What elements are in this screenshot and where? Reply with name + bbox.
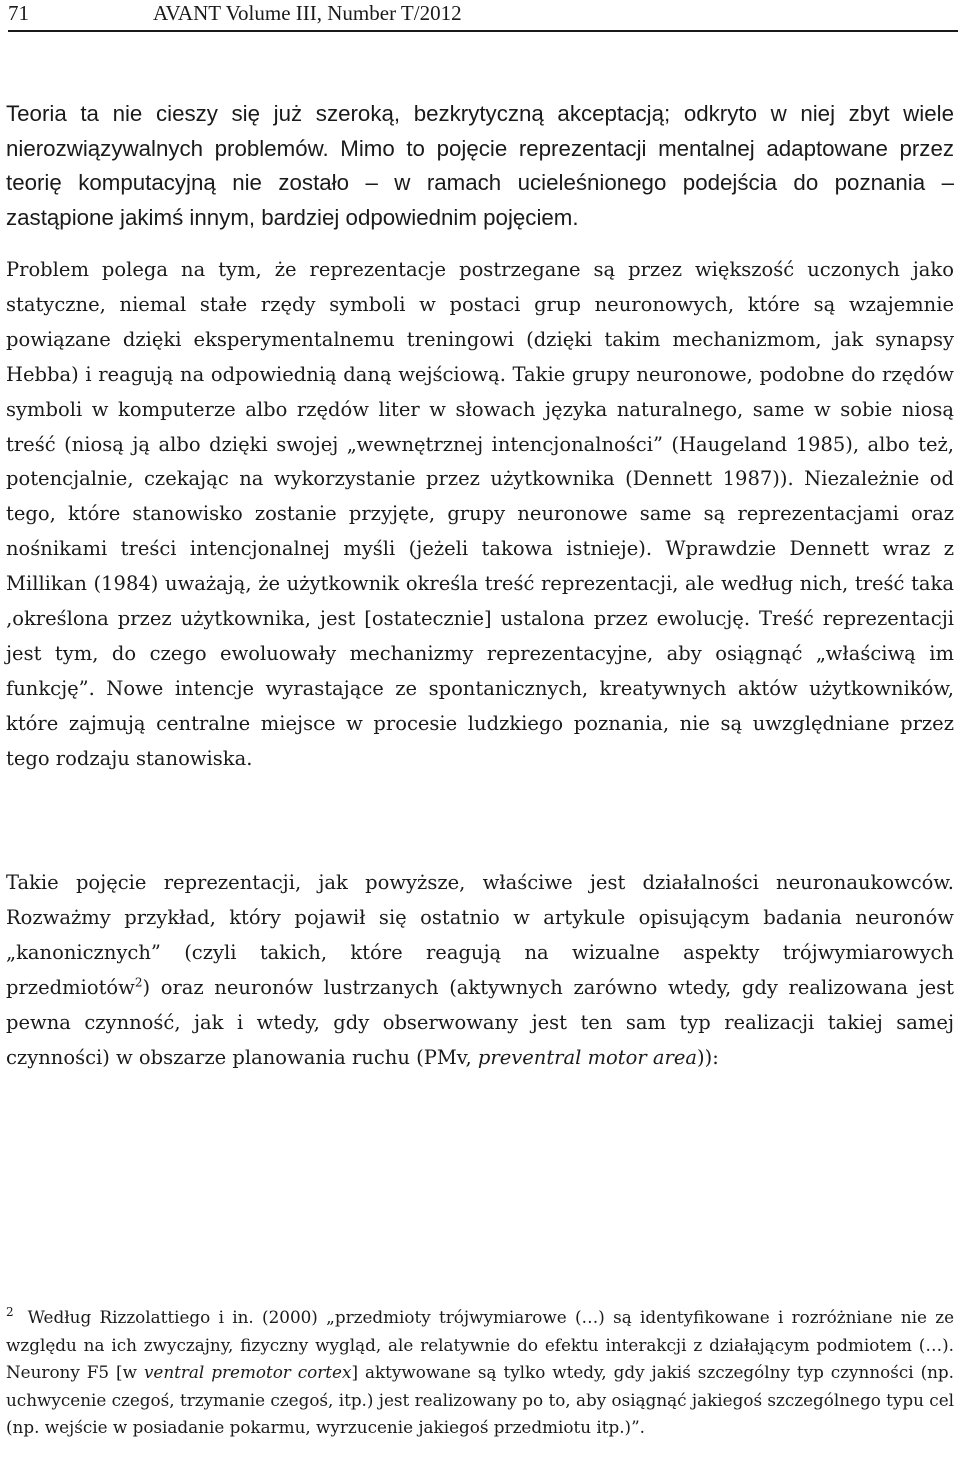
paragraph-3 xyxy=(6,866,954,1075)
paragraph-3-text-c: )): xyxy=(697,1045,719,1069)
paragraph-3-italic-term: preventral motor area xyxy=(477,1045,698,1069)
paragraph-3-text-a: Takie pojęcie reprezentacji, jak powyższe, właściwe jest działalności neuronaukowców. Rozważmy przykład, który pojawił się ostatnio w artykule opisującym badania neuronów „kanonicznych” (czyli takich, które reagują na wizualne aspekty trójwymiarowych przedmiotów xyxy=(6,871,954,999)
footnote xyxy=(6,1304,954,1442)
paragraph-1: Teoria ta nie cieszy się już szeroką, bezkrytyczną akceptacją; odkryto w niej zbyt wiele nierozwiązywalnych problemów. Mimo to pojęcie reprezentacji mentalnej adaptowane przez teorię komputacyjną nie zostało – w ramach ucieleśnionego podejścia do poznania – zastąpione jakimś innym, bardziej odpowiednim pojęciem. xyxy=(6,101,954,230)
footnote-italic-term: ventral premotor cortex xyxy=(143,1362,352,1382)
page-header xyxy=(8,0,958,32)
footnote-text-b: ] aktywowane są tylko wtedy, gdy jakiś szczególny typ czynności (np. uchwycenie czegoś, trzymanie czegoś, itp.) jest realizowany po to, aby osiągnąć jakiegoś szczególnego typu cel (np. wejście w posiadanie pokarmu, wyrzucenie jakiegoś przedmiotu itp.)”. xyxy=(6,1362,954,1437)
footnote-reference[interactable]: 2 xyxy=(134,975,143,990)
journal-title: AVANT Volume III, Number T/2012 xyxy=(153,1,462,25)
paragraph-3-text-b: ) oraz neuronów lustrzanych (aktywnych zarówno wtedy, gdy realizowana jest pewna czynność, jak i wtedy, gdy obserwowany jest ten sam typ realizacji takiej samej czynności) w obszarze planowania ruchu (PMv, xyxy=(6,975,954,1069)
footnote-number: 2 xyxy=(6,1305,14,1320)
page-number: 71 xyxy=(8,1,29,25)
footnote-text-a: Według Rizzolattiego i in. (2000) „przedmioty trójwymiarowe (…) są identyfikowane i rozróżniane nie ze względu na ich zwyczajny, fizyczny wygląd, ale relatywnie do efektu interakcji z działającym podmiotem (…). Neurony F5 [w xyxy=(6,1307,954,1382)
paragraph-2: Problem polega na tym, że reprezentacje postrzegane są przez większość uczonych jako statyczne, niemal stałe rzędy symboli w postaci grup neuronowych, które są wzajemnie powiązane dzięki eksperymentalnemu treningowi (dzięki takim mechanizmom, jak synapsy Hebba) i reagują na odpowiednią daną wejściową. Takie grupy neuronowe, podobne do rzędów symboli w komputerze albo rzędów liter w słowach języka naturalnego, same w sobie niosą treść (niosą ją albo dzięki swojej „wewnętrznej intencjonalności” (Haugeland 1985), albo też, potencjalnie, czekając na wykorzystanie przez użytkownika (Dennett 1987)). Niezależnie od tego, które stanowisko zostanie przyjęte, grupy neuronowe same są reprezentacjami oraz nośnikami treści intencjonalnej myśli (jeżeli takowa istnieje). Wprawdzie Dennett wraz z Millikan (1984) uważają, że użytkownik określa treść reprezentacji, ale według nich, treść taka ‚określona przez użytkownika, jest [ostatecznie] ustalona przez ewolucję. Treść reprezentacji jest tym, do czego ewoluowały mechanizmy reprezentacyjne, aby osiągnąć „właściwą im funkcję”. Nowe intencje wyrastające ze spontanicznych, kreatywnych aktów użytkowników, które zajmują centralne miejsce w procesie ludzkiego poznania, nie są uwzględniane przez tego rodzaju stanowiska. xyxy=(6,258,954,770)
